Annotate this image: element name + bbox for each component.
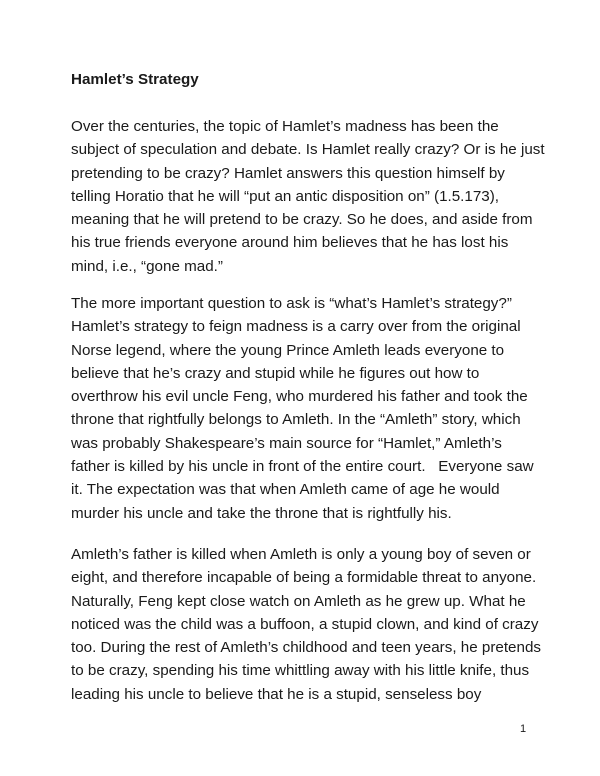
paragraph-line: was probably Shakespeare’s main source for “Hamlet,” Amleth’s [71, 434, 502, 452]
paragraph-line: The more important question to ask is “what’s Hamlet’s strategy?” [71, 295, 512, 312]
paragraph-line: Amleth’s father is killed when Amleth is only a young boy of seven or [71, 546, 531, 563]
document-title: Hamlet’s Strategy [71, 71, 199, 88]
paragraph-line: believe that he’s crazy and stupid while he figures out how to [71, 364, 480, 382]
paragraph-line: father is killed by his uncle in front of the entire court. Everyone saw [71, 458, 534, 476]
paragraph-3 [71, 543, 541, 706]
paragraph-line: noticed was the child was a buffoon, a stupid clown, and kind of crazy [71, 615, 539, 633]
paragraph-line: Naturally, Feng kept close watch on Amleth as he grew up. What he [71, 592, 526, 610]
paragraph-line: leading his uncle to believe that he is a stupid, senseless boy [71, 685, 482, 703]
paragraph-2 [71, 292, 534, 525]
paragraph-1 [71, 115, 545, 278]
paragraph-line: subject of speculation and debate. Is Hamlet really crazy? Or is he just [71, 141, 545, 159]
paragraph-line: eight, and therefore incapable of being a formidable threat to anyone. [71, 569, 537, 587]
page-number: 1 [520, 723, 527, 735]
paragraph-line: it. The expectation was that when Amleth came of age he would [71, 481, 500, 499]
paragraph-line: throne that rightfully belongs to Amleth. In the “Amleth” story, which [71, 411, 521, 429]
paragraph-line: telling Horatio that he will “put an antic disposition on” (1.5.173), [71, 187, 500, 205]
paragraph-line: mind, i.e., “gone mad.” [71, 257, 223, 275]
paragraph-line: to be crazy, spending his time whittling away with his little knife, thus [71, 662, 530, 680]
paragraph-line: Hamlet’s strategy to feign madness is a carry over from the original [71, 318, 521, 336]
paragraph-line: Over the centuries, the topic of Hamlet’s madness has been the [71, 118, 499, 135]
paragraph-line: meaning that he will pretend to be crazy. So he does, and aside from [71, 211, 533, 229]
paragraph-line: pretending to be crazy? Hamlet answers this question himself by [71, 164, 505, 182]
paragraph-line: too. During the rest of Amleth’s childhood and teen years, he pretends [71, 639, 541, 657]
paragraph-line: Norse legend, where the young Prince Amleth leads everyone to [71, 341, 505, 359]
paragraph-line: overthrow his evil uncle Feng, who murdered his father and took the [71, 388, 528, 406]
paragraph-line: his true friends everyone around him believes that he has lost his [71, 234, 509, 252]
paragraph-line: murder his uncle and take the throne that is rightfully his. [71, 504, 452, 522]
